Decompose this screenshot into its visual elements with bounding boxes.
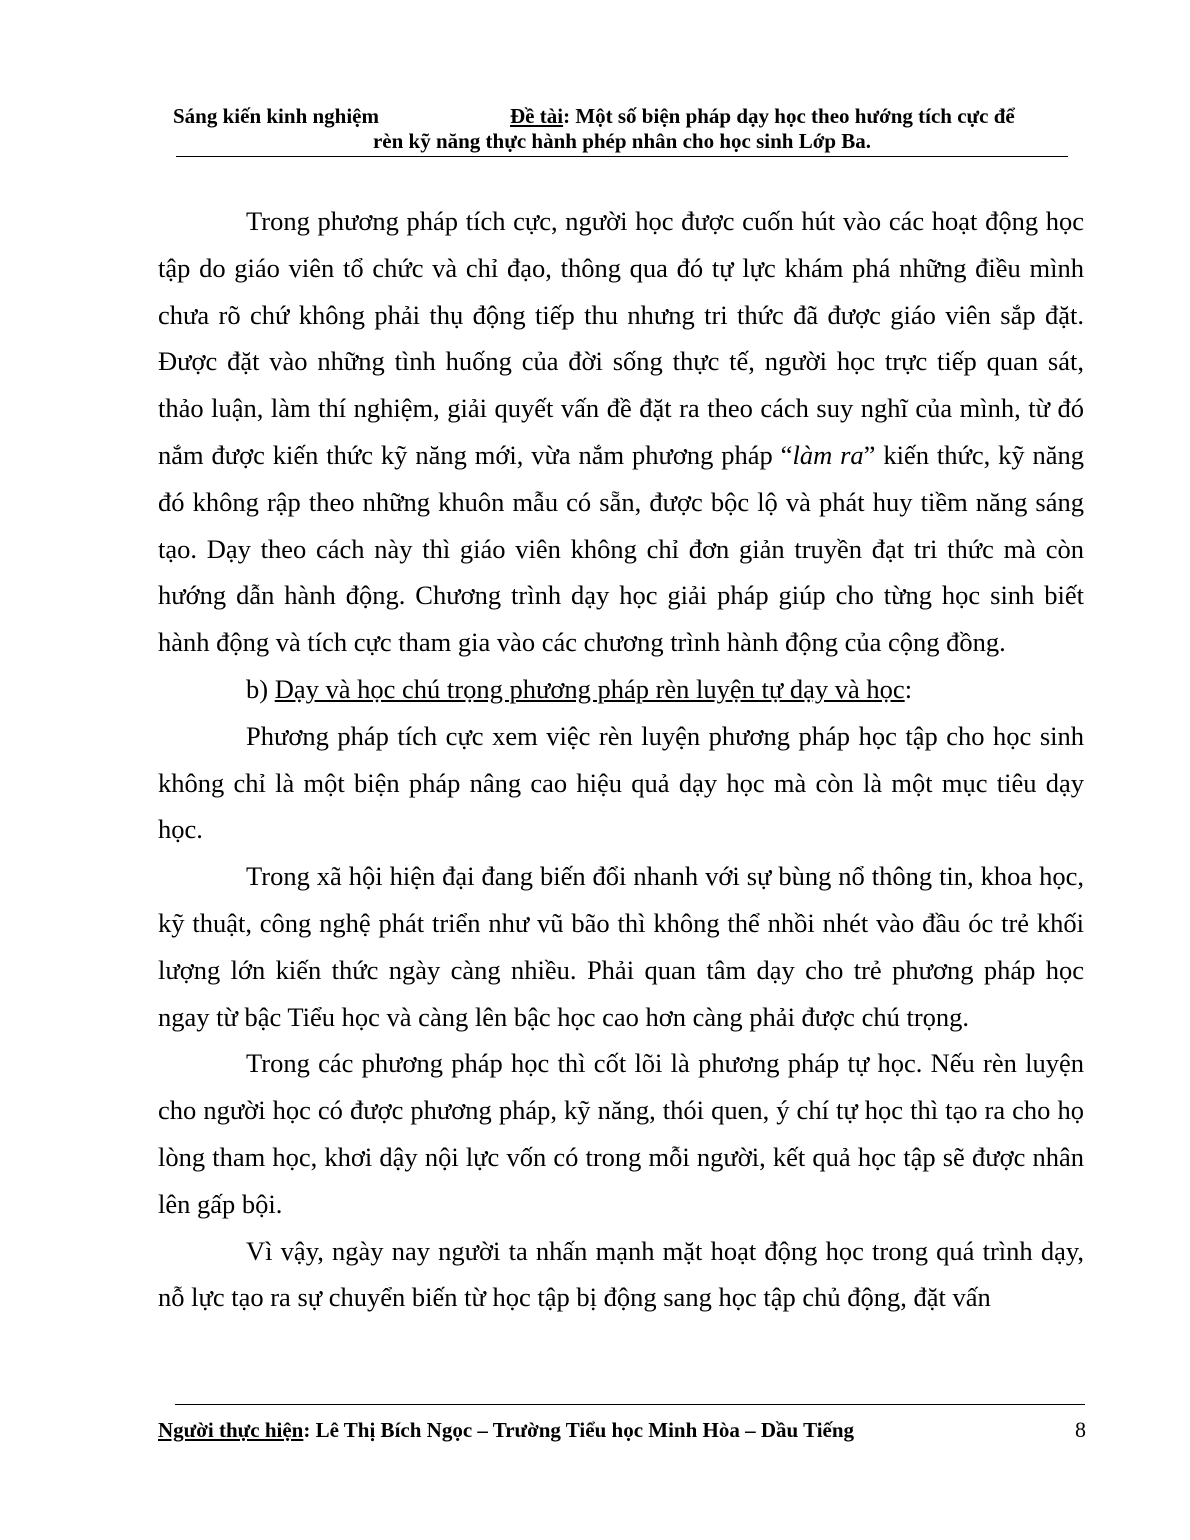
paragraph-1 [158, 198, 1084, 666]
header-title-line1: : Một số biện pháp dạy học theo hướng tích cực để [563, 104, 1015, 128]
section-heading-suffix: : [904, 673, 913, 704]
footer-divider [175, 1404, 1085, 1405]
paragraph-1-text-b: ” kiến thức, kỹ năng đó không rập theo những khuôn mẫu có sẵn, được bộc lộ và phát huy tiềm năng sáng tạo. Dạy theo cách này thì giáo viên không chỉ đơn giản truyền đạt tri thức mà còn hướng dẫn hành động. Chương trình dạy học giải pháp giúp cho từng học sinh biết hành động và tích cực tham gia vào các chương trình hành động của cộng đồng. [158, 439, 1084, 658]
page-body [158, 198, 1084, 1321]
paragraph-5: Vì vậy, ngày nay người ta nhấn mạnh mặt hoạt động học trong quá trình dạy, nỗ lực tạo ra sự chuyển biến từ học tập bị động sang học tập chủ động, đặt vấn [158, 1235, 1084, 1313]
page-header [158, 104, 1088, 153]
page-footer [158, 1416, 1086, 1444]
header-topic-label: Đề tài [510, 104, 564, 128]
paragraph-2: Phương pháp tích cực xem việc rèn luyện phương pháp học tập cho học sinh không chỉ là một biện pháp nâng cao hiệu quả dạy học mà còn là một mục tiêu dạy học. [158, 720, 1084, 845]
section-heading-text: Dạy và học chú trọng phương pháp rèn luyện tự dạy và học [274, 673, 905, 704]
section-heading-prefix: b) [246, 673, 275, 704]
header-initiative-label: Sáng kiến kinh nghiệm [173, 104, 380, 128]
header-title-line2: rèn kỹ năng thực hành phép nhân cho học sinh Lớp Ba. [176, 129, 1068, 157]
section-heading-b [158, 666, 1084, 713]
paragraph-1-text-a: Trong phương pháp tích cực, người học được cuốn hút vào các hoạt động học tập do giáo viên tổ chức và chỉ đạo, thông qua đó tự lực khám phá những điều mình chưa rõ chứ không phải thụ động tiếp thu nhưng tri thức đã được giáo viên sắp đặt. Được đặt vào những tình huống của đời sống thực tế, người học trực tiếp quan sát, thảo luận, làm thí nghiệm, giải quyết vấn đề đặt ra theo cách suy nghĩ của mình, từ đó nắm được kiến thức kỹ năng mới, vừa nắm phương pháp “ [158, 206, 1084, 470]
paragraph-1-emphasis: làm ra [792, 439, 864, 470]
footer-author-label: Người thực hiện [158, 1418, 304, 1442]
footer-author-text: : Lê Thị Bích Ngọc – Trường Tiểu học Minh Hòa – Dầu Tiếng [303, 1418, 855, 1442]
page-number: 8 [1075, 1417, 1086, 1442]
footer-author [158, 1416, 854, 1444]
paragraph-3: Trong xã hội hiện đại đang biến đổi nhanh với sự bùng nổ thông tin, khoa học, kỹ thuật, công nghệ phát triển như vũ bão thì không thể nhồi nhét vào đầu óc trẻ khối lượng lớn kiến thức ngày càng nhiều. Phải quan tâm dạy cho trẻ phương pháp học ngay từ bậc Tiểu học và càng lên bậc học cao hơn càng phải được chú trọng. [158, 861, 1084, 1032]
paragraph-4: Trong các phương pháp học thì cốt lõi là phương pháp tự học. Nếu rèn luyện cho người học có được phương pháp, kỹ năng, thói quen, ý chí tự học thì tạo ra cho họ lòng tham học, khơi dậy nội lực vốn có trong mỗi người, kết quả học tập sẽ được nhân lên gấp bội. [158, 1048, 1084, 1219]
header-topic [510, 104, 1015, 129]
